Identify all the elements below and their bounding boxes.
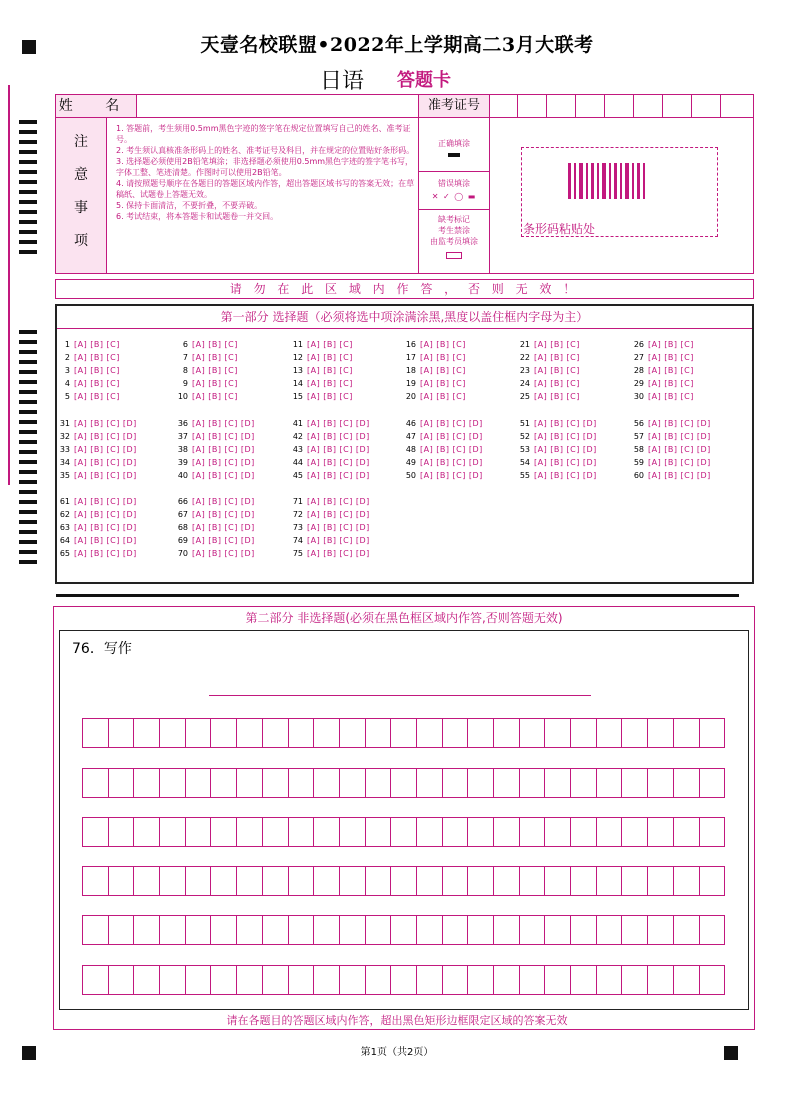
question-row[interactable]: 4 [A] [B] [C] (64, 379, 120, 388)
barcode-bar (620, 163, 622, 199)
notice-item: 3. 选择题必须使用2B铅笔填涂；非选择题必须使用0.5mm黑色字迹的签字笔书写，字体工整、笔迹清楚。作图时可以使用2B铅笔。 (116, 157, 414, 177)
margin-line (8, 85, 10, 485)
question-row[interactable]: 17 [A] [B] [C] (405, 353, 466, 362)
question-row[interactable]: 50 [A] [B] [C] [D] (405, 471, 483, 480)
question-row[interactable]: 12 [A] [B] [C] (292, 353, 353, 362)
exam-id-cell[interactable] (576, 95, 605, 117)
notice-label: 注 意 事 项 (56, 118, 107, 273)
barcode-bar (574, 163, 576, 199)
writing-grid-row[interactable] (82, 866, 725, 896)
exam-id-cell[interactable] (721, 95, 753, 117)
question-row[interactable]: 8 [A] [B] [C] (182, 366, 238, 375)
exam-id-cell[interactable] (547, 95, 576, 117)
barcode-bar (602, 163, 606, 199)
question-row[interactable]: 18 [A] [B] [C] (405, 366, 466, 375)
question-row[interactable]: 16 [A] [B] [C] (405, 340, 466, 349)
question-row[interactable]: 15 [A] [B] [C] (292, 392, 353, 401)
barcode-bar (579, 163, 583, 199)
question-row[interactable]: 11 [A] [B] [C] (292, 340, 353, 349)
question-row[interactable]: 30 [A] [B] [C] (633, 392, 694, 401)
exam-id-cell[interactable] (663, 95, 692, 117)
question-row[interactable]: 73 [A] [B] [C] [D] (292, 523, 370, 532)
writing-grid-row[interactable] (82, 718, 725, 748)
notice-item: 4. 请按照题号顺序在各题目的答题区域内作答，超出答题区域书写的答案无效；在草稿纸、试题卷上答题无效。 (116, 179, 415, 199)
info-section (55, 94, 754, 274)
question-row[interactable]: 55 [A] [B] [C] [D] (519, 471, 597, 480)
page-number: 第1页（共2页） (360, 1047, 434, 1058)
question-row[interactable]: 65 [A] [B] [C] [D] (59, 549, 137, 558)
question-row[interactable]: 75 [A] [B] [C] [D] (292, 549, 370, 558)
question-row[interactable]: 46 [A] [B] [C] [D] (405, 419, 483, 428)
notice-item: 6. 考试结束，将本答题卡和试题卷一并交回。 (116, 212, 279, 221)
question-row[interactable]: 72 [A] [B] [C] [D] (292, 510, 370, 519)
answer-area-warning: 请在各题目的答题区域内作答，超出黑色矩形边框限定区域的答案无效 (226, 1014, 568, 1027)
question-row[interactable]: 37 [A] [B] [C] [D] (177, 432, 255, 441)
question-row[interactable]: 38 [A] [B] [C] [D] (177, 445, 255, 454)
question-row[interactable]: 60 [A] [B] [C] [D] (633, 471, 711, 480)
question-row[interactable]: 32 [A] [B] [C] [D] (59, 432, 137, 441)
question-row[interactable]: 51 [A] [B] [C] [D] (519, 419, 597, 428)
question-row[interactable]: 48 [A] [B] [C] [D] (405, 445, 483, 454)
question-row[interactable]: 14 [A] [B] [C] (292, 379, 353, 388)
question-row[interactable]: 52 [A] [B] [C] [D] (519, 432, 597, 441)
wrong-fill-sample: ✕ ✓ ◯ ▬ (431, 192, 477, 201)
subject-label: 日语 (320, 69, 365, 94)
question-row[interactable]: 20 [A] [B] [C] (405, 392, 466, 401)
question-row[interactable]: 44 [A] [B] [C] [D] (292, 458, 370, 467)
notice-list (116, 123, 416, 222)
question-row[interactable]: 3 [A] [B] [C] (64, 366, 120, 375)
absent-mark-box[interactable] (446, 252, 462, 259)
barcode-bar (643, 163, 645, 199)
question-row[interactable]: 66 [A] [B] [C] [D] (177, 497, 255, 506)
exam-id-cell[interactable] (692, 95, 721, 117)
question-row[interactable]: 57 [A] [B] [C] [D] (633, 432, 711, 441)
question-row[interactable]: 33 [A] [B] [C] [D] (59, 445, 137, 454)
question-row[interactable]: 74 [A] [B] [C] [D] (292, 536, 370, 545)
part1-heading: 第一部分 选择题（必须将选中项涂满涂黑,黑度以盖住框内字母为主） (57, 306, 752, 329)
section-divider (56, 594, 739, 597)
question-row[interactable]: 13 [A] [B] [C] (292, 366, 353, 375)
question-row[interactable]: 23 [A] [B] [C] (519, 366, 580, 375)
question-row[interactable]: 56 [A] [B] [C] [D] (633, 419, 711, 428)
question-row[interactable]: 43 [A] [B] [C] [D] (292, 445, 370, 454)
question-row[interactable]: 7 [A] [B] [C] (182, 353, 238, 362)
question-row[interactable]: 70 [A] [B] [C] [D] (177, 549, 255, 558)
question-row[interactable]: 47 [A] [B] [C] [D] (405, 432, 483, 441)
barcode-bar (632, 163, 634, 199)
question-row[interactable]: 71 [A] [B] [C] [D] (292, 497, 370, 506)
barcode-bar (586, 163, 588, 199)
question-row[interactable]: 58 [A] [B] [C] [D] (633, 445, 711, 454)
question-row[interactable]: 63 [A] [B] [C] [D] (59, 523, 137, 532)
exam-title: 天壹名校联盟•2022年上学期高二3月大联考 (200, 34, 594, 56)
writing-question-title: 76．写作 (72, 641, 132, 657)
question-row[interactable]: 62 [A] [B] [C] [D] (59, 510, 137, 519)
name-id-row (56, 95, 753, 118)
question-row[interactable]: 5 [A] [B] [C] (64, 392, 120, 401)
question-row[interactable]: 64 [A] [B] [C] [D] (59, 536, 137, 545)
question-row[interactable]: 25 [A] [B] [C] (519, 392, 580, 401)
question-row[interactable]: 36 [A] [B] [C] [D] (177, 419, 255, 428)
correct-fill-sample (448, 153, 460, 157)
question-row[interactable]: 6 [A] [B] [C] (182, 340, 238, 349)
question-row[interactable]: 45 [A] [B] [C] [D] (292, 471, 370, 480)
exam-id-cell[interactable] (605, 95, 634, 117)
exam-id-cell[interactable] (634, 95, 663, 117)
question-row[interactable]: 35 [A] [B] [C] [D] (59, 471, 137, 480)
writing-grid-row[interactable] (82, 965, 725, 995)
question-row[interactable]: 1 [A] [B] [C] (64, 340, 120, 349)
barcode-label: 条形码粘贴处 (523, 222, 596, 236)
question-row[interactable]: 42 [A] [B] [C] [D] (292, 432, 370, 441)
question-row[interactable]: 28 [A] [B] [C] (633, 366, 694, 375)
question-row[interactable]: 21 [A] [B] [C] (519, 340, 580, 349)
question-row[interactable]: 41 [A] [B] [C] [D] (292, 419, 370, 428)
question-row[interactable]: 9 [A] [B] [C] (182, 379, 238, 388)
exam-id-label: 准考证号 (418, 95, 490, 117)
notice-item: 2. 考生须认真核准条形码上的姓名、准考证号及科目，并在规定的位置贴好条形码。 (116, 146, 415, 155)
question-row[interactable]: 49 [A] [B] [C] [D] (405, 458, 483, 467)
question-row[interactable]: 27 [A] [B] [C] (633, 353, 694, 362)
question-row[interactable]: 22 [A] [B] [C] (519, 353, 580, 362)
question-row[interactable]: 59 [A] [B] [C] [D] (633, 458, 711, 467)
question-row[interactable]: 26 [A] [B] [C] (633, 340, 694, 349)
notice-item: 1. 答题前，考生须用0.5mm黑色字迹的签字笔在规定位置填写自己的姓名、准考证号。 (116, 124, 411, 144)
question-row[interactable]: 19 [A] [B] [C] (405, 379, 466, 388)
question-row[interactable]: 24 [A] [B] [C] (519, 379, 580, 388)
answer-card-label: 答题卡 (397, 70, 451, 91)
barcode-bar (597, 163, 599, 199)
barcode-bar (625, 163, 629, 199)
writing-grid-row[interactable] (82, 768, 725, 798)
question-row[interactable]: 39 [A] [B] [C] [D] (177, 458, 255, 467)
name-label: 姓 名 (56, 95, 137, 117)
barcode-bar (614, 163, 617, 199)
correct-fill-label: 正确填涂 (438, 139, 470, 148)
fill-examples (418, 118, 490, 273)
question-row[interactable]: 53 [A] [B] [C] [D] (519, 445, 597, 454)
essay-title-line[interactable] (209, 695, 591, 696)
question-row[interactable]: 2 [A] [B] [C] (64, 353, 120, 362)
question-row[interactable]: 29 [A] [B] [C] (633, 379, 694, 388)
timing-marks-upper (19, 120, 37, 260)
exam-id-cell[interactable] (518, 95, 547, 117)
question-row[interactable]: 68 [A] [B] [C] [D] (177, 523, 255, 532)
timing-marks-lower (19, 330, 37, 570)
barcode-bar (568, 163, 571, 199)
question-row[interactable]: 61 [A] [B] [C] [D] (59, 497, 137, 506)
exam-id-cell[interactable] (489, 95, 518, 117)
question-row[interactable]: 10 [A] [B] [C] (177, 392, 238, 401)
notice-item: 5. 保持卡面清洁，不要折叠，不要弄破。 (116, 201, 263, 210)
barcode-bar (591, 163, 594, 199)
question-row[interactable]: 67 [A] [B] [C] [D] (177, 510, 255, 519)
barcode-bar (637, 163, 640, 199)
question-row[interactable]: 69 [A] [B] [C] [D] (177, 536, 255, 545)
barcode-bar (609, 163, 611, 199)
question-row[interactable]: 40 [A] [B] [C] [D] (177, 471, 255, 480)
absent-mark-section: 缺考标记 考生禁涂 由监考员填涂 (419, 209, 489, 259)
writing-grid-row[interactable] (82, 817, 725, 847)
wrong-fill-label: 错误填涂 (419, 171, 489, 189)
question-row[interactable]: 31 [A] [B] [C] [D] (59, 419, 137, 428)
question-row[interactable]: 34 [A] [B] [C] [D] (59, 458, 137, 467)
writing-grid-row[interactable] (82, 915, 725, 945)
name-field[interactable] (137, 95, 417, 117)
no-answer-warning: 请 勿 在 此 区 域 内 作 答 ， 否 则 无 效 ！ (55, 279, 754, 299)
part2-heading: 第二部分 非选择题(必须在黑色框区域内作答,否则答题无效) (245, 611, 563, 625)
question-row[interactable]: 54 [A] [B] [C] [D] (519, 458, 597, 467)
